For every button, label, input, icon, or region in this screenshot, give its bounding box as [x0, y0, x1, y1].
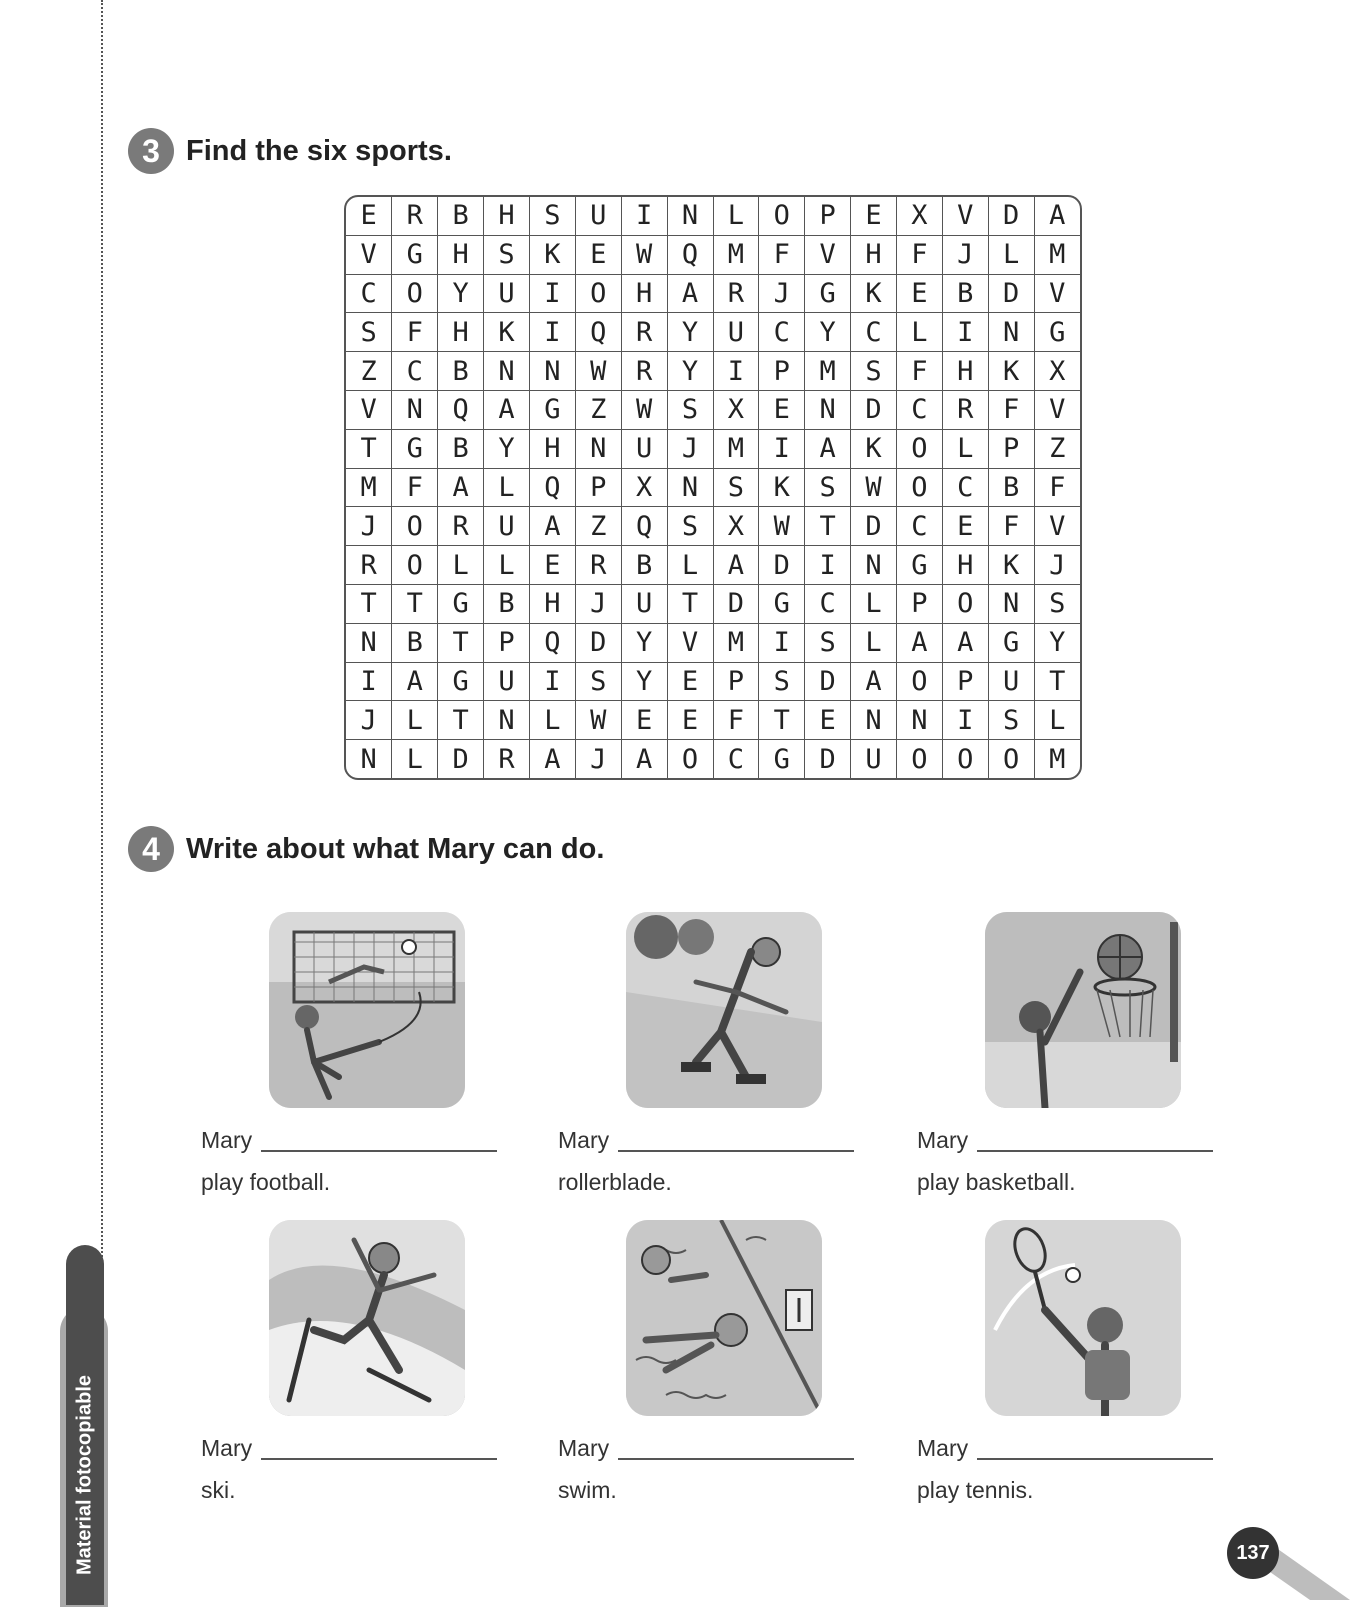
grid-letter[interactable]: E	[897, 274, 943, 313]
grid-letter[interactable]: C	[942, 468, 988, 507]
grid-letter[interactable]: S	[667, 507, 713, 546]
grid-letter[interactable]: A	[942, 623, 988, 662]
grid-letter[interactable]: A	[621, 740, 667, 778]
grid-letter[interactable]: I	[621, 197, 667, 235]
grid-letter[interactable]: F	[988, 390, 1034, 429]
grid-letter[interactable]: O	[988, 740, 1034, 778]
swim-picture	[626, 1220, 822, 1416]
grid-letter[interactable]: A	[805, 429, 851, 468]
grid-letter[interactable]: D	[988, 274, 1034, 313]
grid-row	[346, 740, 1080, 778]
grid-letter[interactable]: X	[1034, 352, 1080, 391]
grid-letter[interactable]: L	[530, 701, 576, 740]
grid-letter[interactable]: N	[530, 352, 576, 391]
section-4-title: Write about what Mary can do.	[186, 832, 605, 865]
answer-prompt-ending: swim.	[558, 1477, 617, 1503]
grid-letter[interactable]: Q	[621, 507, 667, 546]
grid-letter[interactable]: U	[851, 740, 897, 778]
grid-letter[interactable]: K	[988, 352, 1034, 391]
grid-row	[346, 274, 1080, 313]
grid-letter[interactable]: U	[484, 507, 530, 546]
grid-row	[346, 468, 1080, 507]
grid-row	[346, 235, 1080, 274]
grid-letter[interactable]: U	[575, 197, 621, 235]
grid-letter[interactable]: E	[759, 390, 805, 429]
grid-letter[interactable]: Z	[575, 390, 621, 429]
grid-letter[interactable]: G	[759, 740, 805, 778]
grid-letter[interactable]: D	[805, 662, 851, 701]
grid-letter[interactable]: A	[851, 662, 897, 701]
grid-row	[346, 352, 1080, 391]
grid-letter[interactable]: S	[851, 352, 897, 391]
grid-letter[interactable]: V	[1034, 274, 1080, 313]
grid-letter[interactable]: M	[1034, 740, 1080, 778]
grid-letter[interactable]: D	[851, 507, 897, 546]
answer-prompt-subject: Mary	[558, 1435, 610, 1461]
grid-letter[interactable]: X	[713, 390, 759, 429]
grid-letter[interactable]: S	[484, 235, 530, 274]
grid-letter[interactable]: B	[438, 352, 484, 391]
answer-blank-basketball[interactable]	[977, 1150, 1213, 1152]
grid-letter[interactable]: O	[897, 740, 943, 778]
grid-letter[interactable]: A	[530, 507, 576, 546]
grid-letter[interactable]: D	[759, 546, 805, 585]
grid-letter[interactable]: P	[484, 623, 530, 662]
grid-row	[346, 197, 1080, 235]
grid-letter[interactable]: F	[897, 352, 943, 391]
grid-letter[interactable]: E	[346, 197, 392, 235]
grid-letter[interactable]: F	[392, 468, 438, 507]
answer-prompt-ending: play basketball.	[917, 1169, 1076, 1195]
grid-letter[interactable]: S	[530, 197, 576, 235]
grid-letter[interactable]: Q	[530, 623, 576, 662]
grid-letter[interactable]: F	[713, 701, 759, 740]
grid-letter[interactable]: C	[713, 740, 759, 778]
grid-letter[interactable]: W	[759, 507, 805, 546]
grid-letter[interactable]: H	[851, 235, 897, 274]
grid-letter[interactable]: I	[713, 352, 759, 391]
grid-letter[interactable]: G	[759, 585, 805, 624]
grid-letter[interactable]: X	[621, 468, 667, 507]
grid-letter[interactable]: N	[484, 352, 530, 391]
side-tab-label: Material fotocopiable	[73, 1374, 96, 1576]
grid-letter[interactable]: J	[942, 235, 988, 274]
page-number: 137	[1227, 1527, 1279, 1579]
grid-letter[interactable]: E	[530, 546, 576, 585]
grid-letter[interactable]: M	[1034, 235, 1080, 274]
grid-letter[interactable]: N	[851, 546, 897, 585]
grid-letter[interactable]: K	[851, 429, 897, 468]
grid-letter[interactable]: A	[667, 274, 713, 313]
grid-letter[interactable]: U	[484, 274, 530, 313]
grid-letter[interactable]: H	[621, 274, 667, 313]
grid-row	[346, 701, 1080, 740]
grid-letter[interactable]: N	[988, 313, 1034, 352]
grid-letter[interactable]: S	[713, 468, 759, 507]
grid-letter[interactable]: R	[438, 507, 484, 546]
grid-letter[interactable]: F	[759, 235, 805, 274]
grid-letter[interactable]: A	[484, 390, 530, 429]
grid-letter[interactable]: K	[530, 235, 576, 274]
grid-letter[interactable]: L	[851, 623, 897, 662]
grid-letter[interactable]: X	[897, 197, 943, 235]
grid-letter[interactable]: J	[346, 507, 392, 546]
grid-letter[interactable]: W	[851, 468, 897, 507]
grid-letter[interactable]: H	[942, 546, 988, 585]
grid-letter[interactable]: O	[759, 197, 805, 235]
grid-letter[interactable]: R	[713, 274, 759, 313]
grid-letter[interactable]: N	[392, 390, 438, 429]
grid-letter[interactable]: L	[897, 313, 943, 352]
answer-blank-rollerblade[interactable]	[618, 1150, 854, 1152]
grid-letter[interactable]: T	[438, 623, 484, 662]
section-3-number: 3	[128, 128, 174, 174]
grid-letter[interactable]: T	[667, 585, 713, 624]
grid-row	[346, 662, 1080, 701]
grid-letter[interactable]: V	[346, 390, 392, 429]
grid-letter[interactable]: S	[575, 662, 621, 701]
grid-row	[346, 585, 1080, 624]
grid-letter[interactable]: S	[667, 390, 713, 429]
grid-letter[interactable]: D	[851, 390, 897, 429]
grid-letter[interactable]: O	[897, 662, 943, 701]
grid-letter[interactable]: P	[942, 662, 988, 701]
grid-letter[interactable]: S	[988, 701, 1034, 740]
grid-letter[interactable]: Y	[621, 623, 667, 662]
grid-letter[interactable]: U	[484, 662, 530, 701]
grid-letter[interactable]: O	[392, 507, 438, 546]
grid-letter[interactable]: W	[575, 701, 621, 740]
grid-letter[interactable]: T	[759, 701, 805, 740]
rollerblade-picture	[626, 912, 822, 1108]
grid-letter[interactable]: L	[484, 468, 530, 507]
grid-letter[interactable]: O	[392, 546, 438, 585]
grid-letter[interactable]: L	[988, 235, 1034, 274]
grid-letter[interactable]: P	[713, 662, 759, 701]
grid-letter[interactable]: C	[346, 274, 392, 313]
grid-letter[interactable]: P	[575, 468, 621, 507]
grid-letter[interactable]: I	[346, 662, 392, 701]
basketball-picture	[985, 912, 1181, 1108]
answer-blank-football[interactable]	[261, 1150, 497, 1152]
grid-letter[interactable]: M	[805, 352, 851, 391]
answer-prompt-subject: Mary	[917, 1127, 969, 1153]
grid-letter[interactable]: G	[530, 390, 576, 429]
grid-letter[interactable]: J	[759, 274, 805, 313]
grid-letter[interactable]: A	[1034, 197, 1080, 235]
grid-letter[interactable]: I	[942, 701, 988, 740]
grid-letter[interactable]: L	[392, 701, 438, 740]
grid-letter[interactable]: O	[392, 274, 438, 313]
grid-letter[interactable]: A	[897, 623, 943, 662]
answer-prompt-ending: rollerblade.	[558, 1169, 672, 1195]
grid-letter[interactable]: R	[392, 197, 438, 235]
grid-letter[interactable]: N	[805, 390, 851, 429]
grid-letter[interactable]: I	[942, 313, 988, 352]
grid-letter[interactable]: N	[897, 701, 943, 740]
grid-letter[interactable]: J	[1034, 546, 1080, 585]
grid-letter[interactable]: K	[851, 274, 897, 313]
grid-letter[interactable]: B	[988, 468, 1034, 507]
answer-blank-swim[interactable]	[618, 1458, 854, 1460]
grid-letter[interactable]: T	[438, 701, 484, 740]
grid-letter[interactable]: G	[392, 235, 438, 274]
answer-prompt-ending: ski.	[201, 1477, 236, 1503]
answer-prompt-subject: Mary	[201, 1435, 253, 1461]
grid-letter[interactable]: I	[759, 429, 805, 468]
grid-letter[interactable]: L	[438, 546, 484, 585]
grid-letter[interactable]: B	[942, 274, 988, 313]
word-search-table	[346, 197, 1080, 778]
grid-letter[interactable]: P	[805, 197, 851, 235]
grid-letter[interactable]: N	[484, 701, 530, 740]
grid-letter[interactable]: P	[988, 429, 1034, 468]
grid-letter[interactable]: D	[988, 197, 1034, 235]
grid-letter[interactable]: B	[438, 429, 484, 468]
grid-letter[interactable]: I	[530, 274, 576, 313]
grid-letter[interactable]: R	[484, 740, 530, 778]
answer-prompt-subject: Mary	[917, 1435, 969, 1461]
grid-letter[interactable]: A	[392, 662, 438, 701]
grid-letter[interactable]: H	[438, 313, 484, 352]
grid-letter[interactable]: P	[897, 585, 943, 624]
grid-letter[interactable]: Y	[621, 662, 667, 701]
grid-letter[interactable]: H	[530, 585, 576, 624]
grid-letter[interactable]: V	[805, 235, 851, 274]
grid-letter[interactable]: E	[942, 507, 988, 546]
grid-letter[interactable]: Y	[805, 313, 851, 352]
grid-letter[interactable]: C	[759, 313, 805, 352]
grid-letter[interactable]: U	[988, 662, 1034, 701]
grid-letter[interactable]: O	[942, 740, 988, 778]
grid-letter[interactable]: Y	[667, 352, 713, 391]
grid-letter[interactable]: S	[346, 313, 392, 352]
grid-letter[interactable]: T	[392, 585, 438, 624]
grid-row	[346, 507, 1080, 546]
grid-letter[interactable]: Z	[1034, 429, 1080, 468]
grid-letter[interactable]: B	[392, 623, 438, 662]
grid-letter[interactable]: S	[805, 468, 851, 507]
grid-row	[346, 429, 1080, 468]
grid-letter[interactable]: Y	[667, 313, 713, 352]
grid-letter[interactable]: Q	[530, 468, 576, 507]
grid-letter[interactable]: S	[805, 623, 851, 662]
grid-letter[interactable]: C	[392, 352, 438, 391]
grid-letter[interactable]: J	[575, 740, 621, 778]
grid-letter[interactable]: W	[621, 390, 667, 429]
grid-letter[interactable]: K	[759, 468, 805, 507]
grid-letter[interactable]: R	[621, 313, 667, 352]
grid-letter[interactable]: S	[759, 662, 805, 701]
grid-letter[interactable]: Y	[484, 429, 530, 468]
grid-letter[interactable]: B	[621, 546, 667, 585]
grid-letter[interactable]: I	[530, 662, 576, 701]
grid-letter[interactable]: C	[897, 390, 943, 429]
grid-letter[interactable]: C	[897, 507, 943, 546]
grid-letter[interactable]: A	[438, 468, 484, 507]
grid-letter[interactable]: N	[346, 740, 392, 778]
answer-prompt-ending: play tennis.	[917, 1477, 1034, 1503]
grid-letter[interactable]: R	[575, 546, 621, 585]
grid-letter[interactable]: F	[1034, 468, 1080, 507]
grid-letter[interactable]: B	[484, 585, 530, 624]
grid-letter[interactable]: E	[575, 235, 621, 274]
answer-prompt-subject: Mary	[201, 1127, 253, 1153]
grid-letter[interactable]: O	[667, 740, 713, 778]
grid-letter[interactable]: V	[346, 235, 392, 274]
grid-letter[interactable]: E	[667, 662, 713, 701]
grid-letter[interactable]: L	[484, 546, 530, 585]
grid-letter[interactable]: I	[759, 623, 805, 662]
grid-letter[interactable]: L	[851, 585, 897, 624]
grid-letter[interactable]: O	[942, 585, 988, 624]
grid-letter[interactable]: G	[438, 662, 484, 701]
grid-letter[interactable]: K	[484, 313, 530, 352]
grid-letter[interactable]: G	[392, 429, 438, 468]
answer-blank-tennis[interactable]	[977, 1458, 1213, 1460]
grid-letter[interactable]: D	[713, 585, 759, 624]
section-4-number: 4	[128, 826, 174, 872]
grid-letter[interactable]: H	[942, 352, 988, 391]
grid-letter[interactable]: O	[897, 429, 943, 468]
grid-letter[interactable]: U	[713, 313, 759, 352]
grid-letter[interactable]: C	[805, 585, 851, 624]
grid-letter[interactable]: Q	[438, 390, 484, 429]
football-picture	[269, 912, 465, 1108]
grid-letter[interactable]: I	[530, 313, 576, 352]
grid-letter[interactable]: V	[667, 623, 713, 662]
grid-letter[interactable]: T	[1034, 662, 1080, 701]
grid-letter[interactable]: P	[759, 352, 805, 391]
grid-row	[346, 546, 1080, 585]
grid-letter[interactable]: J	[346, 701, 392, 740]
grid-letter[interactable]: O	[575, 274, 621, 313]
grid-letter[interactable]: Q	[575, 313, 621, 352]
grid-letter[interactable]: I	[805, 546, 851, 585]
grid-letter[interactable]: Z	[575, 507, 621, 546]
grid-letter[interactable]: M	[713, 623, 759, 662]
grid-letter[interactable]: W	[575, 352, 621, 391]
grid-letter[interactable]: U	[621, 429, 667, 468]
grid-letter[interactable]: H	[530, 429, 576, 468]
grid-letter[interactable]: Y	[1034, 623, 1080, 662]
grid-letter[interactable]: S	[1034, 585, 1080, 624]
grid-letter[interactable]: V	[1034, 390, 1080, 429]
grid-letter[interactable]: E	[621, 701, 667, 740]
grid-letter[interactable]: G	[988, 623, 1034, 662]
section-3-title: Find the six sports.	[186, 134, 452, 167]
side-tab	[60, 1245, 108, 1600]
grid-letter[interactable]: K	[988, 546, 1034, 585]
grid-letter[interactable]: F	[392, 313, 438, 352]
grid-letter[interactable]: G	[805, 274, 851, 313]
grid-letter[interactable]: Q	[667, 235, 713, 274]
grid-letter[interactable]: T	[805, 507, 851, 546]
grid-letter[interactable]: L	[942, 429, 988, 468]
grid-letter[interactable]: O	[897, 468, 943, 507]
section-3-header	[128, 128, 452, 174]
grid-letter[interactable]: W	[621, 235, 667, 274]
grid-letter[interactable]: D	[438, 740, 484, 778]
grid-letter[interactable]: N	[988, 585, 1034, 624]
grid-letter[interactable]: L	[667, 546, 713, 585]
grid-letter[interactable]: M	[713, 429, 759, 468]
grid-letter[interactable]: T	[346, 585, 392, 624]
grid-letter[interactable]: M	[346, 468, 392, 507]
grid-letter[interactable]: C	[851, 313, 897, 352]
grid-letter[interactable]: H	[484, 197, 530, 235]
answer-prompt-subject: Mary	[558, 1127, 610, 1153]
grid-letter[interactable]: N	[575, 429, 621, 468]
grid-letter[interactable]: Y	[438, 274, 484, 313]
grid-letter[interactable]: N	[346, 623, 392, 662]
grid-letter[interactable]: L	[713, 197, 759, 235]
grid-letter[interactable]: F	[988, 507, 1034, 546]
grid-letter[interactable]: D	[805, 740, 851, 778]
grid-letter[interactable]: J	[667, 429, 713, 468]
grid-letter[interactable]: R	[346, 546, 392, 585]
grid-letter[interactable]: R	[621, 352, 667, 391]
section-4-header	[128, 826, 604, 872]
grid-letter[interactable]: L	[1034, 701, 1080, 740]
answer-blank-ski[interactable]	[261, 1458, 497, 1460]
grid-letter[interactable]: R	[942, 390, 988, 429]
grid-row	[346, 623, 1080, 662]
grid-letter[interactable]: B	[438, 197, 484, 235]
grid-letter[interactable]: X	[713, 507, 759, 546]
grid-letter[interactable]: G	[438, 585, 484, 624]
grid-letter[interactable]: N	[667, 468, 713, 507]
grid-letter[interactable]: G	[897, 546, 943, 585]
grid-letter[interactable]: J	[575, 585, 621, 624]
grid-letter[interactable]: L	[392, 740, 438, 778]
word-search-grid	[344, 195, 1082, 780]
grid-letter[interactable]: N	[667, 197, 713, 235]
grid-letter[interactable]: E	[667, 701, 713, 740]
grid-letter[interactable]: A	[530, 740, 576, 778]
grid-letter[interactable]: Z	[346, 352, 392, 391]
grid-letter[interactable]: G	[1034, 313, 1080, 352]
grid-row	[346, 313, 1080, 352]
grid-letter[interactable]: M	[713, 235, 759, 274]
tennis-picture	[985, 1220, 1181, 1416]
grid-letter[interactable]: U	[621, 585, 667, 624]
answer-prompt-ending: play football.	[201, 1169, 331, 1195]
grid-letter[interactable]: F	[897, 235, 943, 274]
grid-letter[interactable]: V	[1034, 507, 1080, 546]
grid-letter[interactable]: E	[805, 701, 851, 740]
grid-letter[interactable]: D	[575, 623, 621, 662]
grid-letter[interactable]: H	[438, 235, 484, 274]
grid-letter[interactable]: T	[346, 429, 392, 468]
grid-row	[346, 390, 1080, 429]
grid-letter[interactable]: E	[851, 197, 897, 235]
grid-letter[interactable]: V	[942, 197, 988, 235]
grid-letter[interactable]: A	[713, 546, 759, 585]
ski-picture	[269, 1220, 465, 1416]
grid-letter[interactable]: N	[851, 701, 897, 740]
